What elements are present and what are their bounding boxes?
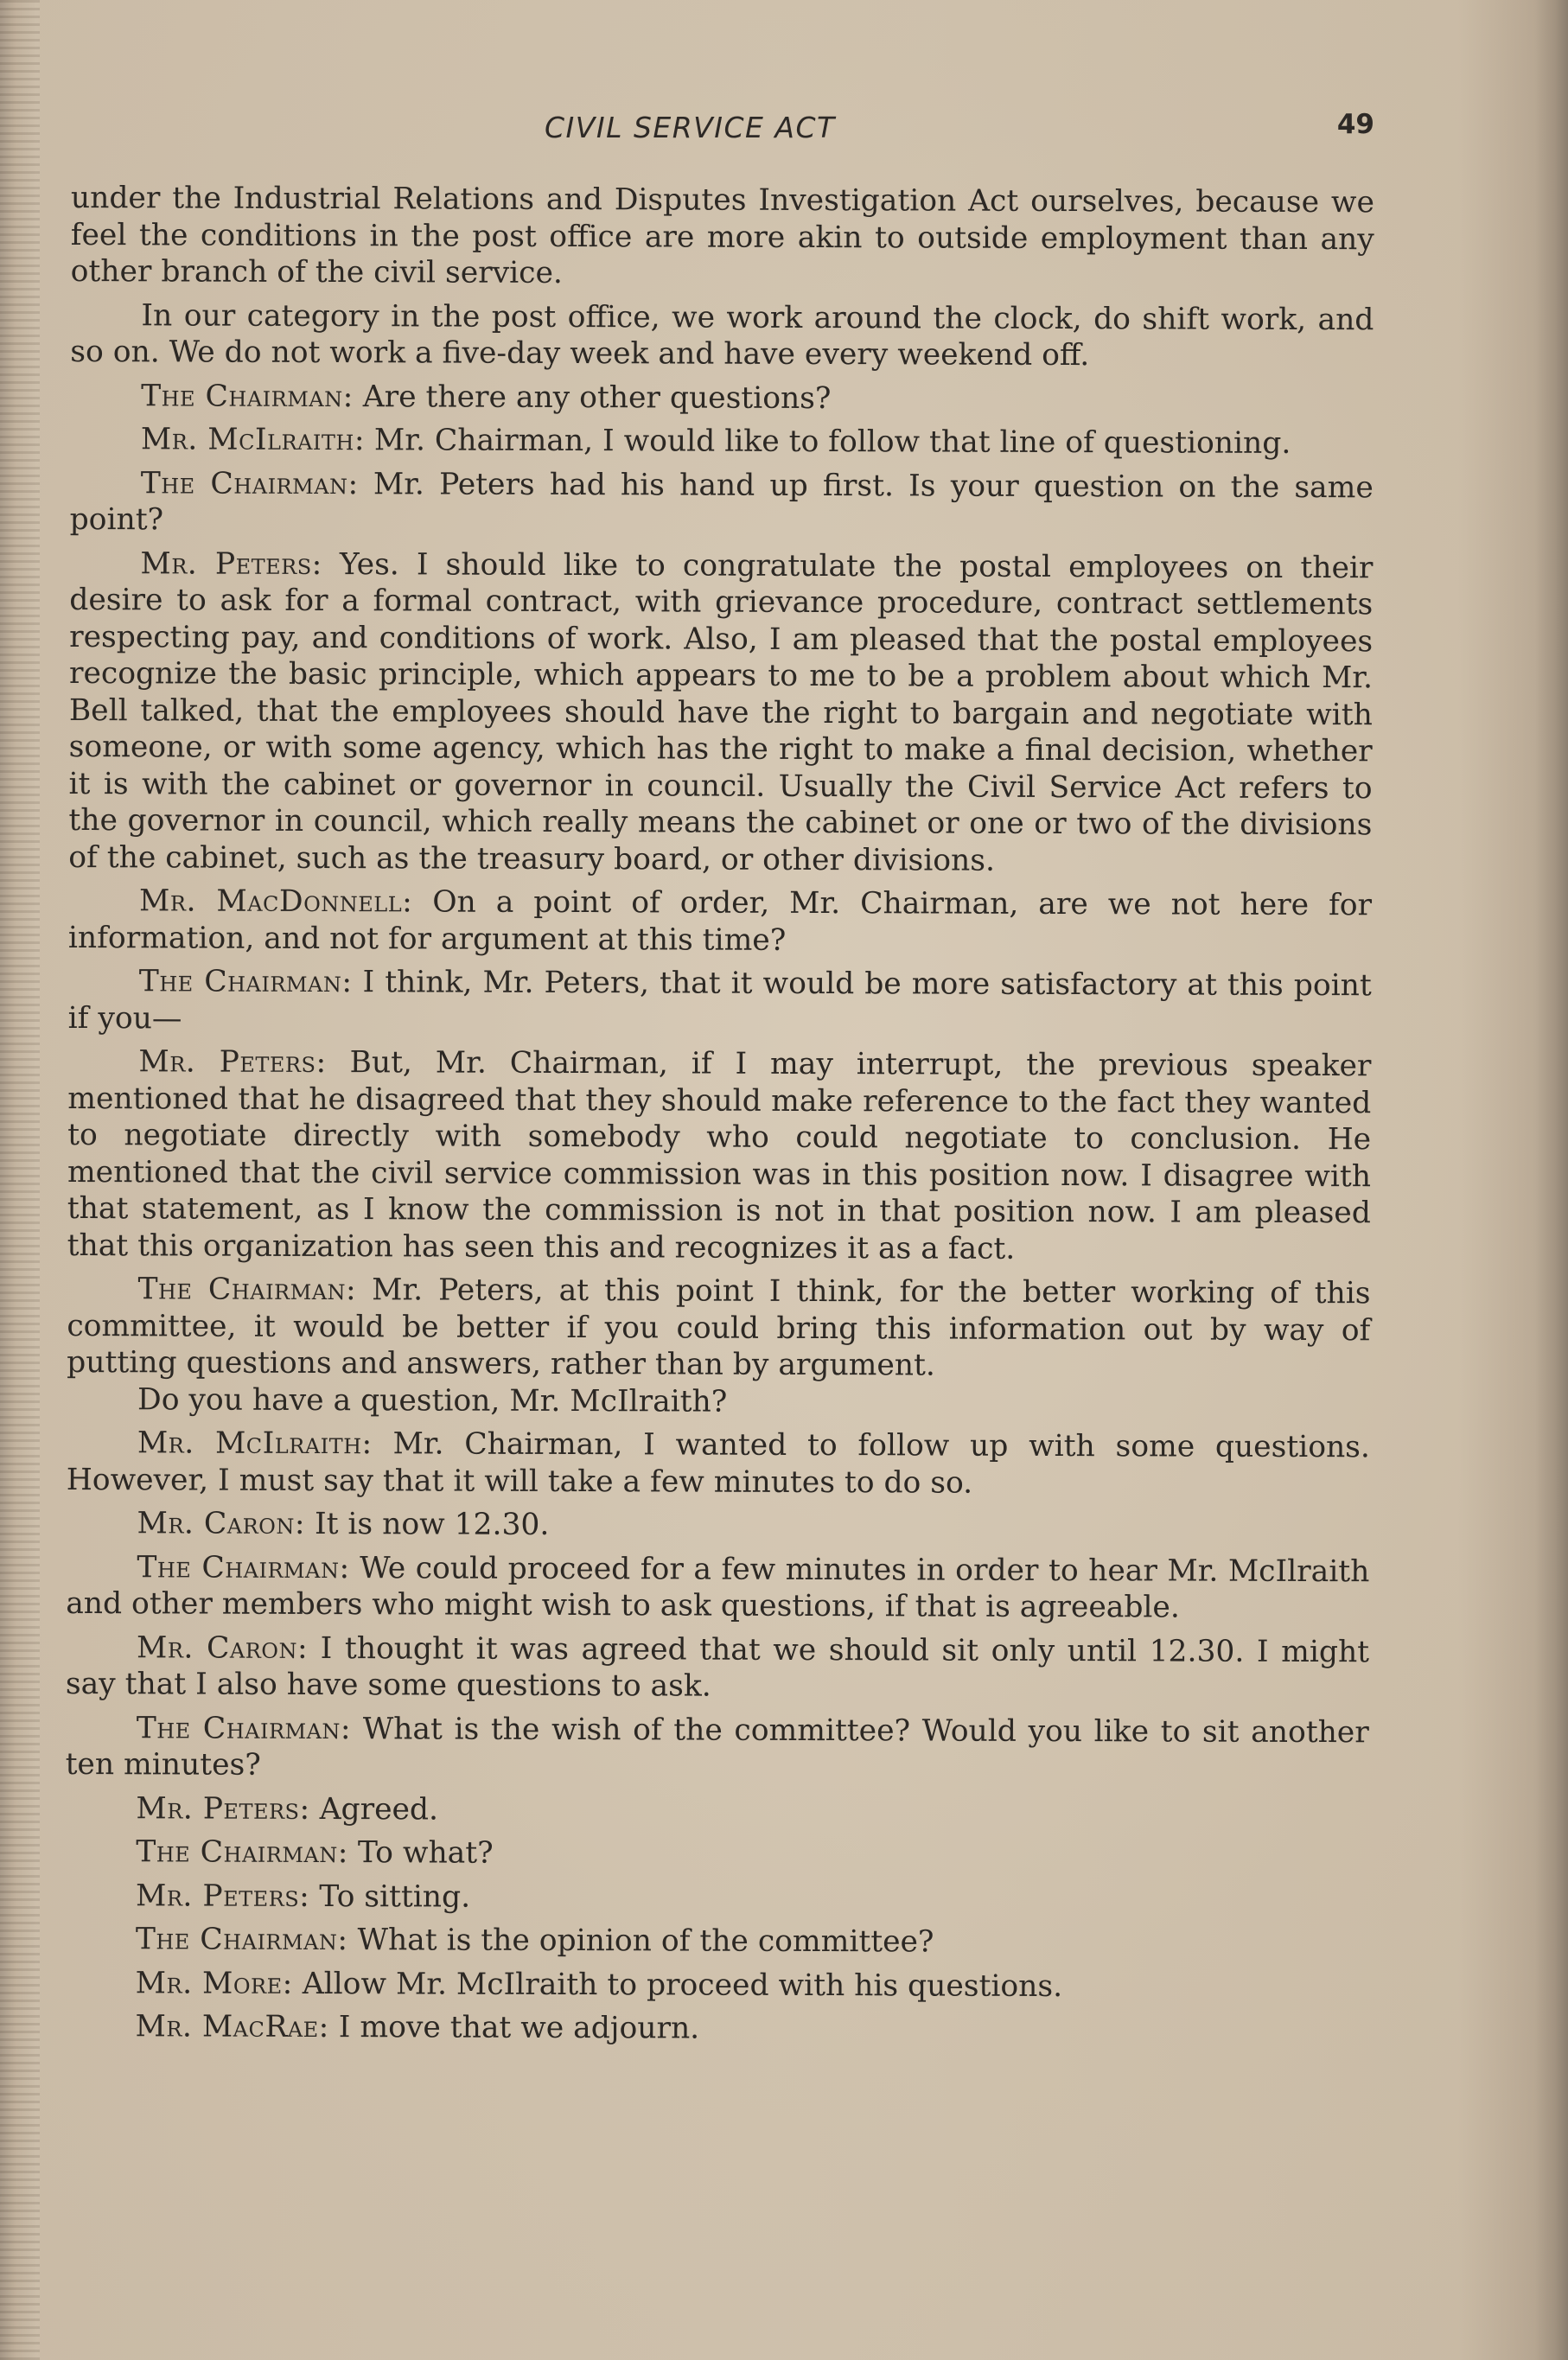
speaker-name: Mr. McIlraith: (137, 1426, 373, 1462)
speech-text: Allow Mr. McIlraith to proceed with his questions. (302, 1966, 1063, 2004)
speech (65, 1789, 1368, 1831)
speaker-name: The Chairman: (137, 1272, 357, 1308)
speech (68, 545, 1373, 880)
speaker-name: Mr. McIlraith: (140, 422, 366, 458)
speech (67, 1043, 1372, 1268)
speaker-name: The Chairman: (141, 378, 354, 414)
speaker-name: The Chairman: (140, 465, 359, 501)
speech-text: To what? (357, 1835, 494, 1871)
speech-text: I move that we adjourn. (338, 2010, 700, 2046)
speech-text: Mr. Chairman, I would like to follow that line of questioning. (373, 423, 1291, 461)
speech (70, 377, 1374, 418)
speaker-name: Mr. Peters: (136, 1790, 310, 1827)
speech (67, 1505, 1370, 1547)
speech (70, 421, 1374, 462)
speech-text: What is the opinion of the committee? (357, 1923, 934, 1960)
speech-text: I think, Mr. Peters, that it would be more satisfactory at this point if you— (67, 965, 1372, 1036)
speech (64, 2008, 1367, 2050)
speech (65, 1877, 1368, 1918)
page-edge-shadow (1535, 0, 1568, 2360)
speaker-name: Mr. More: (135, 1965, 293, 2001)
speech (66, 1629, 1369, 1706)
speech (68, 963, 1372, 1041)
speaker-name: Mr. MacDonnell: (139, 883, 413, 920)
running-head: CIVIL SERVICE ACT (545, 111, 836, 144)
paragraph-text: under the Industrial Relations and Disputes Investigation Act ourselves, because we feel the conditions in the post office are more akin to outside employment than any other branch of the civil service. (70, 181, 1374, 290)
speaker-name: The Chairman: (136, 1834, 348, 1871)
speech (65, 1834, 1368, 1875)
speech (65, 1921, 1368, 1962)
speech (66, 1548, 1369, 1626)
speech (65, 1964, 1368, 2006)
speech-text: Agreed. (319, 1791, 439, 1827)
speech-text: Yes. I should like to congratulate the postal employees on their desire to ask for a formal contract, with grievance procedure, contract settlements respecting pay, and conditions of work. Also, I am pleased that the postal employees recognize the basic principle, which appears to me to be a problem about which Mr. Bell talked, that the employees should have the right to bargain and negotiate with someone, or with some agency, which has the right to make a final decision, whether it is with the cabinet or governor in council. Usually the Civil Service Act refers to the governor in council, which really means the cabinet or one or two of the divisions of the cabinet, such as the treasury board, or other divisions. (68, 546, 1374, 878)
page-header (69, 107, 1374, 150)
speech-text: But, Mr. Chairman, if I may interrupt, the previous speaker mentioned that he disagreed that they should make reference to the fact they wanted to negotiate directly with somebody who could negotiate to conclusion. He mentioned that the civil service commission was in this position now. I disagree with that statement, as I know the commission is not in that position now. I am pleased that this organization has seen this and recognizes it as a fact. (67, 1045, 1372, 1266)
speech (67, 1425, 1370, 1502)
page-body (64, 180, 1374, 2057)
binding-edge (0, 0, 40, 2360)
speech-text: What is the wish of the committee? Would you like to sit another ten minutes? (65, 1711, 1369, 1783)
speech (70, 464, 1374, 542)
paragraph (67, 1381, 1370, 1422)
speaker-name: Mr. Peters: (136, 1878, 310, 1914)
page-number: 49 (1336, 109, 1374, 140)
speech-text: To sitting. (319, 1878, 471, 1915)
speaker-name: Mr. Caron: (137, 1506, 306, 1541)
speaker-name: Mr. Peters: (138, 1044, 327, 1081)
speech-text: We could proceed for a few minutes in order to hear Mr. McIlraith and other members who might wish to ask questions, if that is agreeable. (66, 1550, 1370, 1625)
paragraph (70, 297, 1374, 374)
speech-text: Mr. Chairman, I wanted to follow up with some questions. However, I must say that it will take a few minutes to do so. (66, 1426, 1370, 1501)
paragraph-text: In our category in the post office, we work around the clock, do shift work, and so on. We do not work a five-day week and have every weekend off. (70, 297, 1374, 373)
speaker-name: Mr. Caron: (137, 1630, 309, 1666)
speaker-name: Mr. MacRae: (135, 2009, 329, 2045)
speech-text: I thought it was agreed that we should sit only until 12.30. I might say that I also have some questions to ask. (65, 1630, 1370, 1704)
speech-text: It is now 12.30. (314, 1506, 550, 1542)
speech-text: Mr. Peters had his hand up first. Is your question on the same point? (69, 466, 1374, 538)
paragraph (71, 180, 1374, 295)
speaker-name: The Chairman: (137, 1549, 350, 1585)
speaker-name: The Chairman: (136, 1710, 352, 1746)
speaker-name: Mr. Peters: (140, 545, 322, 582)
speech-text: On a point of order, Mr. Chairman, are we not here for information, and not for argument at this time? (67, 884, 1373, 958)
speech (68, 883, 1372, 960)
speech-text: Are there any other questions? (362, 379, 832, 416)
speech (66, 1709, 1369, 1787)
speech-text: Mr. Peters, at this point I think, for the better working of this committee, it would be better if you could bring this information out by way of putting questions and answers, rather than by argument. (67, 1272, 1371, 1383)
speech (67, 1271, 1370, 1386)
speaker-name: The Chairman: (138, 964, 353, 1000)
paragraph-text: Do you have a question, Mr. McIlraith? (137, 1381, 728, 1419)
speaker-name: The Chairman: (135, 1922, 348, 1958)
